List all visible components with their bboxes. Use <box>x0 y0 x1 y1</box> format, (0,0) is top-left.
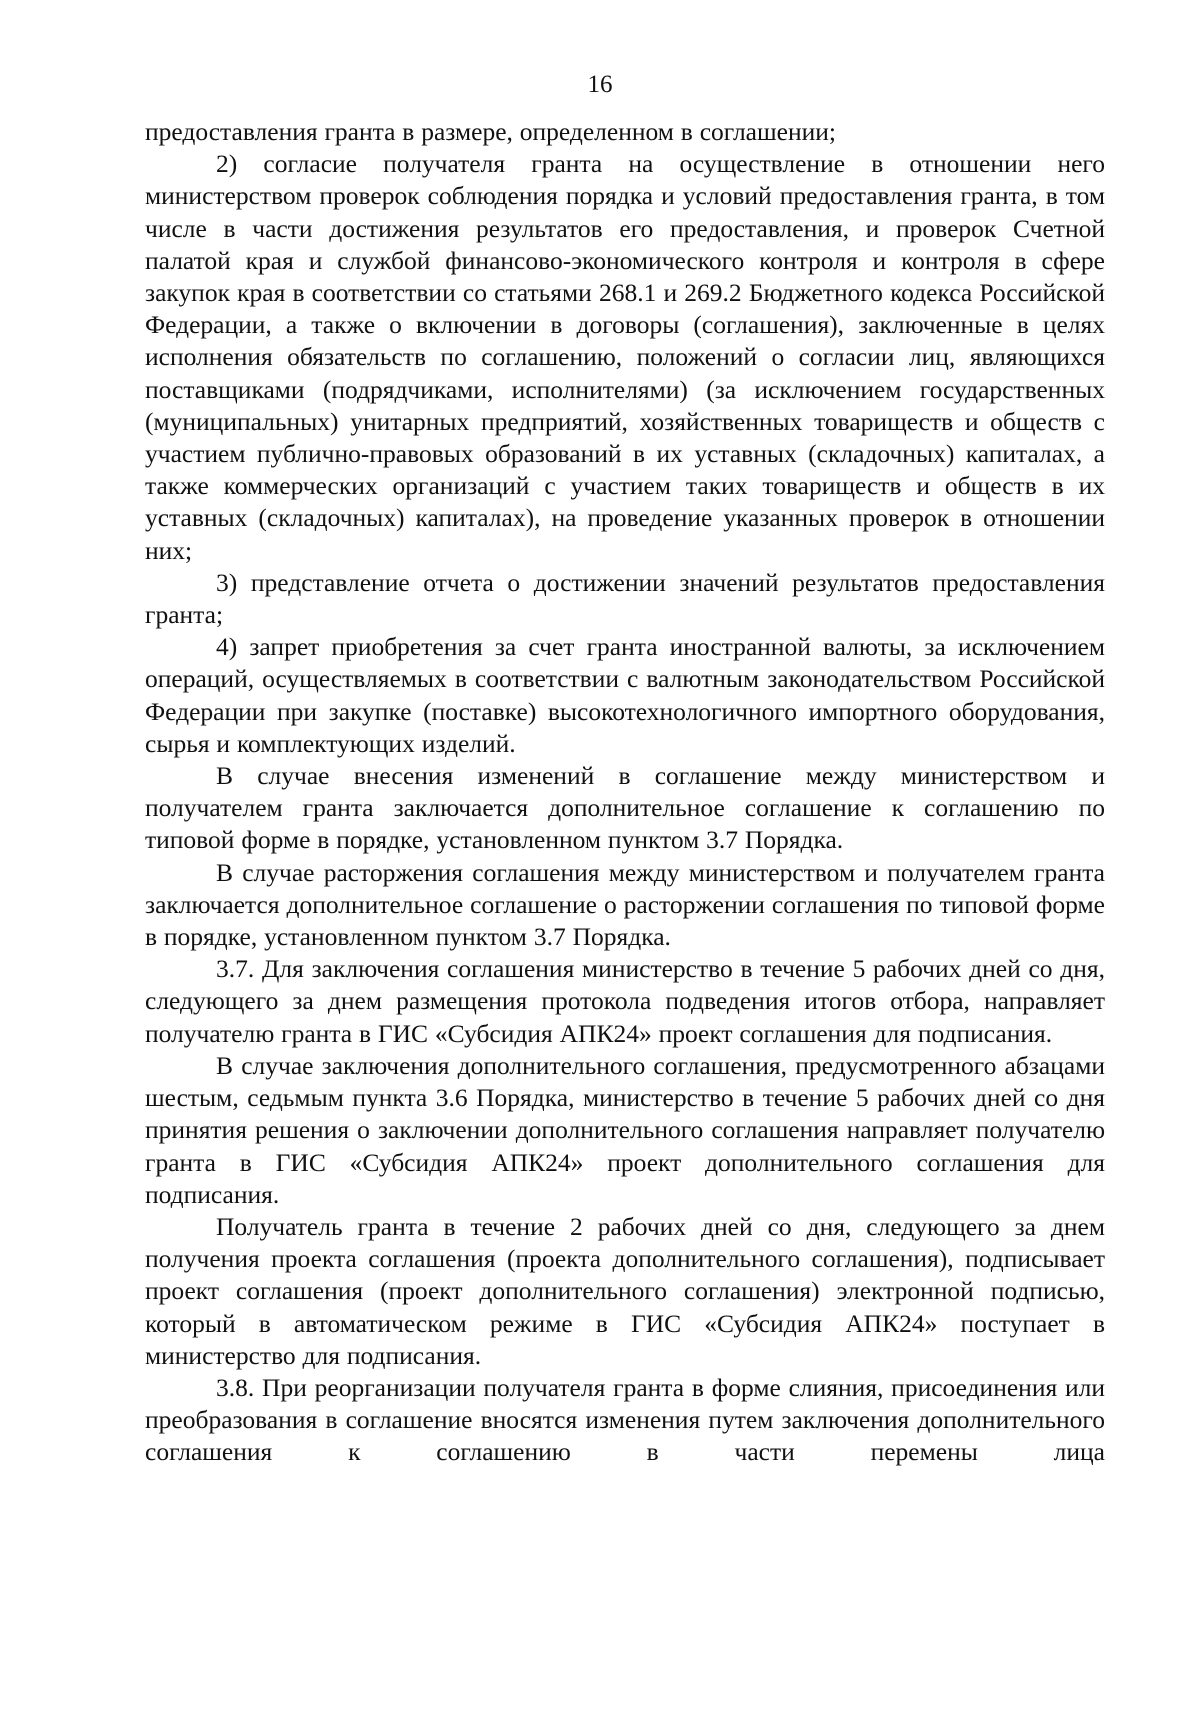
paragraph-item-3: 3) представление отчета о достижении значений результатов предоставления гранта; <box>145 567 1105 630</box>
paragraph-item-4: 4) запрет приобретения за счет гранта иностранной валюты, за исключением операций, осуществляемых в соответствии с валютным законодательством Российской Федерации при закупке (поставке) высокотехнологичного импортного оборудования, сырья и комплектующих изделий. <box>145 632 1105 758</box>
paragraph-additional-agreement: В случае заключения дополнительного соглашения, предусмотренного абзацами шестым, седьмым пункта 3.6 Порядка, министерство в течение 5 рабочих дней со дня принятия решения о заключении дополнительного соглашения направляет получателю гранта в ГИС «Субсидия АПК24» проект дополнительного соглашения для подписания. <box>145 1050 1105 1209</box>
paragraph-termination: В случае расторжения соглашения между министерством и получателем гранта заключается дополнительное соглашение о расторжении соглашения по типовой форме в порядке, установленном пунктом 3.7 Порядка. <box>145 857 1105 952</box>
document-body <box>145 116 1105 1469</box>
paragraph-section-3-8: 3.8. При реорганизации получателя гранта в форме слияния, присоединения или преобразования в соглашение вносятся изменения путем заключения дополнительного соглашения к соглашению в части перемены лица <box>145 1372 1105 1467</box>
page-number: 16 <box>587 71 613 98</box>
paragraph-amendment: В случае внесения изменений в соглашение между министерством и получателем гранта заключается дополнительное соглашение к соглашению по типовой форме в порядке, установленном пунктом 3.7 Порядка. <box>145 761 1105 855</box>
paragraph-item-2: 2) согласие получателя гранта на осуществление в отношении него министерством проверок соблюдения порядка и условий предоставления гранта, в том числе в части достижения результатов его предоставления, и проверок Счетной палатой края и службой финансово-экономического контроля и контроля в сфере закупок края в соответствии со статьями 268.1 и 269.2 Бюджетного кодекса Российской Федерации, а также о включении в договоры (соглашения), заключенные в целях исполнения обязательств по соглашению, положений о согласии лиц, являющихся поставщиками (подрядчиками, исполнителями) (за исключением государственных (муниципальных) унитарных предприятий, хозяйственных товариществ и обществ с участием публично-правовых образований в их уставных (складочных) капиталах, а также коммерческих организаций с участием таких товариществ и обществ в их уставных (складочных) капиталах), на проведение указанных проверок в отношении них; <box>145 149 1105 565</box>
paragraph-signing: Получатель гранта в течение 2 рабочих дней со дня, следующего за днем получения проекта соглашения (проекта дополнительного соглашения), подписывает проект соглашения (проект дополнительного соглашения) электронной подписью, который в автоматическом режиме в ГИС «Субсидия АПК24» поступает в министерство для подписания. <box>145 1211 1105 1370</box>
paragraph-section-3-7: 3.7. Для заключения соглашения министерство в течение 5 рабочих дней со дня, следующего за днем размещения протокола подведения итогов отбора, направляет получателю гранта в ГИС «Субсидия АПК24» проект соглашения для подписания. <box>145 954 1105 1048</box>
paragraph-continuation: предоставления гранта в размере, определенном в соглашении; <box>145 117 836 146</box>
